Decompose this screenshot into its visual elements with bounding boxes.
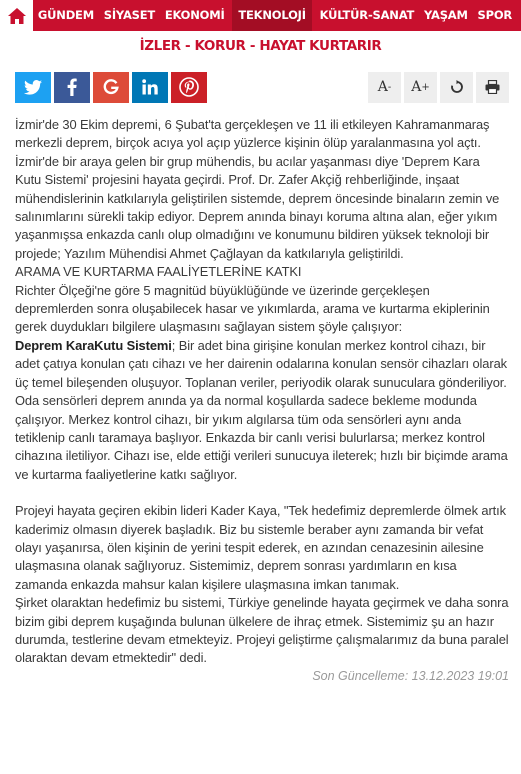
font-decrease-sign: - [387, 81, 392, 93]
share-buttons [15, 72, 207, 103]
article-subtitle: İZLER - KORUR - HAYAT KURTARIR [139, 38, 382, 54]
article-paragraph-3-text: ; Bir adet bina girişine konulan merkez kontrol cihazı, bir adet çatıya konulan çatı cihazı ve her dairenin odalarına konulan sensör cihazları olarak üç temel bileşenden oluşuyor. Toplanan veriler, periyodik olarak sunuculara gönderiliyor. Oda sensörleri deprem anında ya da normal koşullarda sadece bekleme modunda çalışıyor. Merkez kontrol cihazı, bir yıkım algılarsa tüm oda sensörleri aynı anda tetiklenip canlı taramaya başlıyor. Enkazda bir canlı verisi bulurlarsa; merkez kontrol cihazına iletiliyor. Cihazı ise, elde ettiği verileri sunucuya ileterek; hızlı bir biçimde arama ve kurtarma faaliyetlerine katkı sağlıyor. [15, 337, 508, 482]
nav-item-teknoloji[interactable]: TEKNOLOJİ [232, 0, 311, 31]
article-paragraph-2: Richter Ölçeği'ne göre 5 magnitüd büyüklüğünde ve üzerinde gerçekleşen depremlerden sonra oluşabilecek hasar ve yıkımlarda, arama ve kurtarma ekiplerinin gerek duydukları bilgilere ulaşmasını sağlayan sistem şöyle çalışıyor: [15, 282, 490, 335]
home-icon [7, 7, 27, 25]
nav-item-ekonomi[interactable]: EKONOMİ [164, 8, 225, 22]
home-button[interactable] [0, 0, 33, 31]
facebook-share-button[interactable] [54, 72, 90, 103]
twitter-share-button[interactable] [15, 72, 51, 103]
system-name-bold: Deprem KaraKutu Sistemi [15, 337, 172, 353]
article-toolbar [0, 64, 521, 110]
text-tools [368, 72, 509, 103]
nav-item-yasam[interactable]: YAŞAM [423, 8, 468, 22]
font-decrease-label: A [377, 79, 388, 95]
font-decrease-button[interactable] [368, 72, 401, 103]
article-paragraph-1: İzmir'de 30 Ekim depremi, 6 Şubat'ta gerçekleşen ve 11 ili etkileyen Kahramanmaraş merkezli deprem, birçok acıya yol açıp yüzlerce kişinin ölüp yaralanmasına yol açtı. İzmir'de bir araya gelen bir grup mühendis, bu acılar yaşanması diye 'Deprem Kara Kutu Sistemi' projesini hayata geçirdi. Prof. Dr. Zafer Akçiğ rehberliğinde, inşaat mühendislerinin katkılarıyla geliştirilen sistemde, deprem öncesinde binaların zemin ve salınımlarını sürekli takip ediyor. Deprem anında binayı koruma altına alan, eğer yıkım yaşanmışsa enkazda canlı olup olmadığını ve konumunu bildiren yüksek teknoloji bir projede; Yazılım Mühendisi Ahmet Çağlayan da katkılarıyla geliştirildi. [15, 117, 500, 261]
nav-item-siyaset[interactable]: SİYASET [103, 8, 156, 22]
nav-item-spor[interactable]: SPOR [477, 8, 513, 22]
font-increase-button[interactable] [404, 72, 437, 103]
google-share-button[interactable] [93, 72, 129, 103]
print-button[interactable] [476, 72, 509, 103]
article-section-heading: ARAMA VE KURTARMA FAALİYETLERİNE KATKI [15, 264, 302, 280]
facebook-icon [67, 78, 77, 96]
nav-item-gundem[interactable]: GÜNDEM [37, 8, 94, 22]
print-icon [485, 80, 500, 94]
refresh-icon [450, 80, 464, 94]
article-paragraph-3 [15, 337, 509, 484]
twitter-icon [24, 80, 42, 95]
paragraph-spacer [15, 484, 509, 502]
google-icon [103, 79, 119, 95]
article-paragraph-4: Projeyi hayata geçiren ekibin lideri Kader Kaya, "Tek hedefimiz depremlerde ölmek artık kaderimiz olmasın diyerek başladık. Biz bu sistemle beraber aynı zamanda bir vefat olayı yaşanırsa, ölen kişinin de yerini tespit ederek, en azından cenazesinin ailesine ulaşmasına olanak sağlıyoruz. Sistemimiz, deprem sonrası yardımların en kısa zamanda enkazda mahsur kalan kişilere ulaşmasına imkan tanımak. [15, 503, 506, 592]
pinterest-share-button[interactable] [171, 72, 207, 103]
last-updated: Son Güncelleme: 13.12.2023 19:01 [312, 668, 509, 683]
font-increase-sign: + [421, 81, 430, 93]
top-navigation [0, 0, 521, 31]
font-increase-label: A [411, 79, 422, 95]
article-paragraph-5: Şirket olaraktan hedefimiz bu sistemi, Türkiye genelinde hayata geçirmek ve daha sonra bizim gibi deprem kuşağında bulunan ülkelere de ihraç etmek. Sistemimiz şu an hazır durumda, testlerine devam etmekteyiz. Projeyi geliştirme çalışmalarımız da buna paralel olaraktan devam etmektedir" dedi. [15, 595, 509, 666]
nav-menu [33, 0, 521, 31]
refresh-button[interactable] [440, 72, 473, 103]
pinterest-icon [179, 77, 199, 97]
nav-item-kultur-sanat[interactable]: KÜLTÜR-SANAT [319, 8, 415, 22]
article-body [0, 116, 521, 668]
linkedin-share-button[interactable] [132, 72, 168, 103]
linkedin-icon [142, 79, 158, 95]
